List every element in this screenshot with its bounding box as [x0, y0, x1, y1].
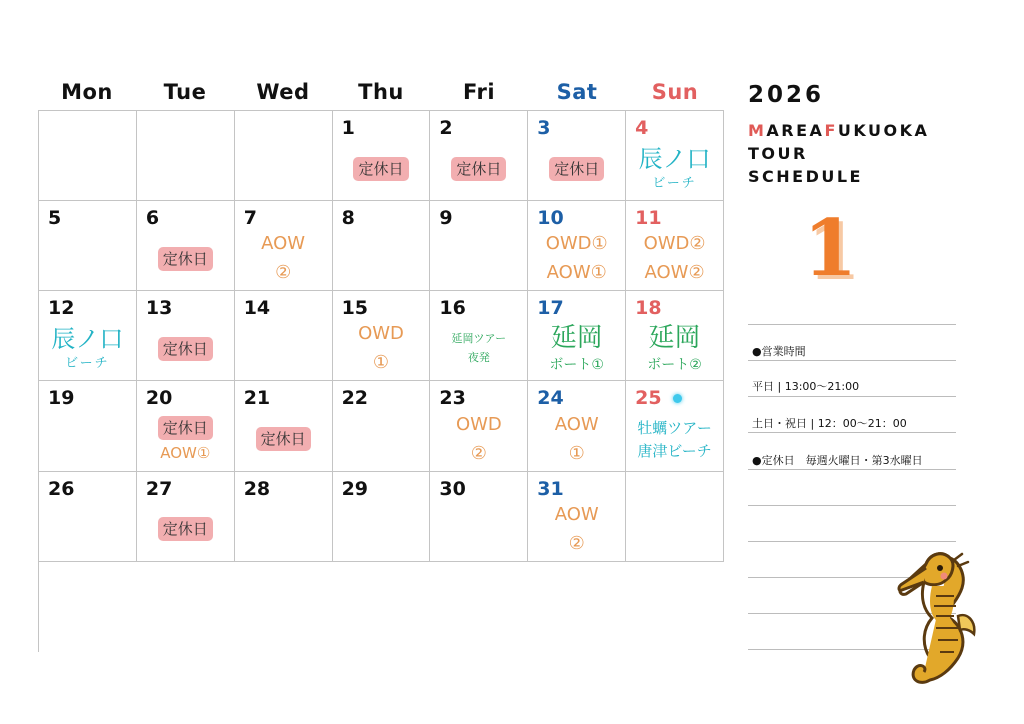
cell-events [137, 411, 234, 466]
info-divider [748, 324, 956, 325]
holiday-badge: 定休日 [451, 157, 506, 181]
day-number: 10 [537, 207, 564, 230]
event-label: AOW① [160, 443, 211, 462]
event-label: ② [275, 262, 292, 284]
cell-events [39, 321, 136, 376]
holiday-badge: 定休日 [158, 517, 213, 541]
day-cell-12 [39, 291, 137, 381]
hours-title: ●営業時間 [752, 345, 806, 358]
brand-text-area: AREA [766, 121, 825, 140]
event-label: OWD [455, 413, 502, 435]
day-number: 9 [439, 207, 453, 230]
day-number: 17 [537, 297, 564, 320]
day-number: 29 [341, 477, 369, 500]
day-cell-21 [235, 381, 333, 471]
day-number: 8 [341, 207, 355, 230]
brand-title [748, 119, 929, 188]
day-cell-7 [235, 201, 333, 291]
cell-events [528, 231, 625, 286]
cell-events [333, 321, 430, 376]
brand-letter-m: M [748, 121, 767, 140]
day-cell-10 [528, 201, 626, 291]
weekend-hours: 土日・祝日 | 12：00～21：00 [752, 417, 907, 430]
cell-events [430, 141, 527, 196]
cell-events [626, 231, 723, 286]
day-number: 31 [537, 477, 564, 500]
event-label: 延岡 [550, 323, 603, 354]
weekday-thu: Thu [358, 80, 404, 104]
cell-events [528, 141, 625, 196]
day-cell-3 [528, 111, 626, 201]
closed-days: ●定休日 毎週火曜日・第3水曜日 [752, 454, 923, 467]
day-number: 16 [439, 297, 466, 320]
day-cell-25 [626, 381, 724, 471]
weekday-mon: Mon [61, 80, 113, 104]
day-cell-24 [528, 381, 626, 471]
day-number: 2 [439, 117, 453, 139]
day-cell-17 [528, 291, 626, 381]
event-label: ボート② [647, 357, 702, 374]
day-cell-empty [235, 111, 333, 201]
cell-events [626, 321, 723, 376]
day-number: 26 [48, 477, 75, 500]
event-label: AOW [261, 233, 306, 255]
event-label: OWD② [643, 233, 706, 255]
weekday-wed: Wed [256, 80, 310, 104]
day-number: 12 [48, 297, 75, 320]
day-cell-9 [430, 201, 528, 291]
day-cell-23 [430, 381, 528, 471]
day-cell-30 [430, 472, 528, 562]
day-cell-22 [333, 381, 431, 471]
day-number: 24 [537, 387, 564, 410]
day-number: 19 [48, 387, 75, 410]
cell-events [430, 321, 527, 376]
event-label: ② [568, 532, 585, 554]
cell-events [528, 321, 625, 376]
day-cell-empty [137, 111, 235, 201]
day-number: 23 [439, 387, 466, 410]
day-number: 21 [243, 387, 271, 410]
cell-events [528, 502, 625, 557]
day-number: 1 [341, 117, 355, 139]
cell-events [333, 141, 430, 196]
year-title: 2026 [748, 82, 825, 108]
day-number: 7 [243, 207, 257, 230]
event-label: OWD [358, 323, 404, 345]
day-number: 5 [48, 207, 62, 230]
day-cell-1 [333, 111, 431, 201]
event-label: ① [568, 442, 585, 464]
day-cell-19 [39, 381, 137, 471]
day-cell-26 [39, 472, 137, 562]
event-label: ビーチ [652, 176, 697, 192]
cell-events [137, 502, 234, 557]
day-number: 20 [145, 387, 173, 410]
day-number: 11 [635, 207, 662, 230]
event-label: 牡蠣ツアー [637, 418, 712, 437]
day-cell-31 [528, 472, 626, 562]
info-divider [748, 360, 956, 361]
holiday-badge: 定休日 [158, 416, 213, 440]
cell-events [235, 231, 332, 286]
day-cell-18 [626, 291, 724, 381]
holiday-badge: 定休日 [158, 247, 213, 271]
day-number: 13 [145, 297, 173, 320]
day-number: 3 [537, 117, 551, 139]
event-label: AOW② [644, 262, 705, 284]
weekday-hours: 平日 | 13:00～21:00 [752, 380, 860, 393]
day-cell-empty [626, 472, 724, 562]
event-label: ① [372, 352, 390, 374]
calendar-grid [38, 110, 724, 652]
day-cell-11 [626, 201, 724, 291]
cell-events [528, 411, 625, 466]
event-label: 延岡 [648, 323, 701, 354]
month-number: 1 [803, 203, 858, 294]
day-cell-2 [430, 111, 528, 201]
day-cell-27 [137, 472, 235, 562]
day-cell-28 [235, 472, 333, 562]
cell-events [137, 321, 234, 376]
day-cell-6 [137, 201, 235, 291]
holiday-badge: 定休日 [256, 427, 311, 451]
day-cell-4 [626, 111, 724, 201]
event-label: 唐津ビーチ [637, 441, 712, 460]
day-cell-20 [137, 381, 235, 471]
event-label: 延岡ツアー [451, 332, 507, 346]
weekday-tue: Tue [163, 80, 207, 104]
info-divider [748, 541, 956, 542]
day-number: 25 [635, 387, 662, 410]
event-label: 夜発 [467, 351, 490, 365]
event-dot [673, 394, 682, 403]
day-cell-15 [333, 291, 431, 381]
event-label: 辰ノ口 [638, 145, 711, 174]
brand-line-2: TOUR [748, 144, 808, 163]
day-number: 18 [635, 297, 662, 320]
day-number: 27 [145, 477, 173, 500]
day-number: 6 [145, 207, 160, 230]
day-cell-empty [39, 111, 137, 201]
day-cell-16 [430, 291, 528, 381]
cell-events [430, 411, 527, 466]
day-number: 4 [635, 117, 649, 139]
event-label: OWD① [545, 233, 608, 255]
day-number: 28 [243, 477, 271, 500]
day-cell-13 [137, 291, 235, 381]
holiday-badge: 定休日 [549, 157, 604, 181]
event-label: AOW① [546, 262, 607, 284]
event-label: AOW [554, 503, 599, 525]
info-divider [748, 505, 956, 506]
day-cell-5 [39, 201, 137, 291]
day-number: 15 [341, 297, 369, 320]
holiday-badge: 定休日 [158, 337, 213, 361]
weekday-fri: Fri [462, 80, 496, 104]
brand-line-1 [748, 119, 929, 142]
seahorse-eye [937, 565, 943, 571]
event-label: 辰ノ口 [51, 325, 124, 354]
cell-events [137, 231, 234, 286]
seahorse-illustration [880, 546, 980, 696]
event-label: ② [470, 442, 487, 464]
day-number: 22 [341, 387, 369, 410]
day-number: 30 [439, 477, 466, 500]
cell-events [235, 411, 332, 466]
day-cell-29 [333, 472, 431, 562]
info-divider [748, 432, 956, 433]
day-number: 14 [243, 297, 271, 320]
info-divider [748, 469, 956, 470]
brand-text-ukuoka: UKUOKA [837, 121, 930, 140]
brand-line-3: SCHEDULE [748, 167, 863, 186]
event-label: AOW [554, 413, 599, 435]
cell-events [626, 411, 723, 466]
holiday-badge: 定休日 [353, 157, 408, 181]
event-label: ボート① [549, 357, 604, 374]
weekday-sat: Sat [556, 80, 598, 104]
day-cell-14 [235, 291, 333, 381]
cell-events [626, 141, 723, 196]
day-cell-8 [333, 201, 431, 291]
event-label: ビーチ [65, 356, 110, 372]
weekday-sun: Sun [651, 80, 699, 104]
brand-letter-f: F [824, 121, 838, 140]
info-divider [748, 396, 956, 397]
